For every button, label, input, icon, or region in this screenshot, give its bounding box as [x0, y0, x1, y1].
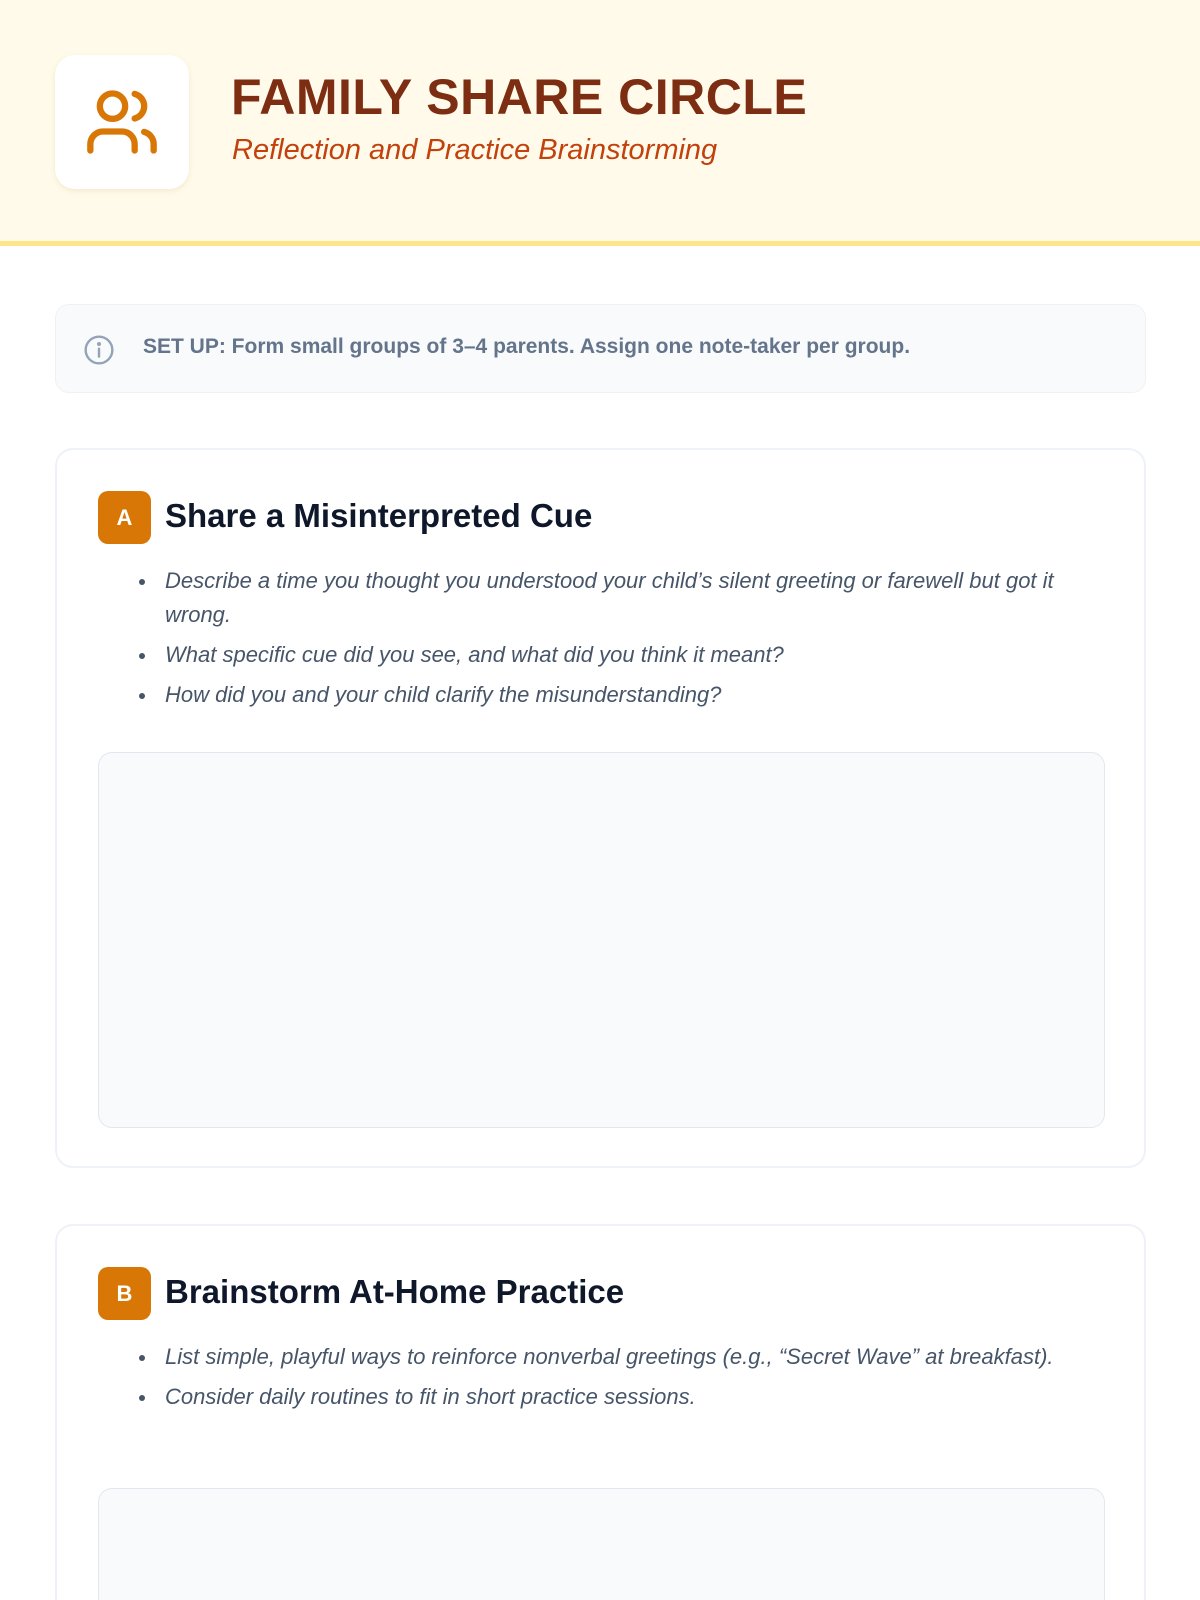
prompt-item: Consider daily routines to fit in short practice sessions. — [165, 1380, 1105, 1414]
prompt-item: Describe a time you thought you understood your child’s silent greeting or farewell but got it wrong. — [165, 564, 1105, 632]
users-icon — [84, 84, 160, 160]
section-badge-b: B — [98, 1267, 151, 1320]
page-title: FAMILY SHARE CIRCLE — [231, 69, 808, 125]
section-title-b: Brainstorm At-Home Practice — [165, 1273, 625, 1310]
prompt-list-a — [165, 564, 1105, 718]
setup-notice — [55, 304, 1146, 393]
section-title-a: Share a Misinterpreted Cue — [165, 497, 593, 534]
prompt-item: List simple, playful ways to reinforce nonverbal greetings (e.g., “Secret Wave” at breakfast). — [165, 1340, 1105, 1374]
info-circle-icon — [83, 334, 115, 366]
section-card-b — [55, 1224, 1146, 1600]
logo-tile — [55, 55, 189, 189]
section-card-a — [55, 448, 1146, 1168]
answer-area-b[interactable] — [98, 1488, 1105, 1600]
setup-notice-text: SET UP: Form small groups of 3–4 parents. Assign one note-taker per group. — [143, 335, 911, 358]
page-subtitle: Reflection and Practice Brainstorming — [232, 134, 718, 166]
answer-area-a[interactable] — [98, 752, 1105, 1128]
section-badge-a: A — [98, 491, 151, 544]
prompt-item: How did you and your child clarify the misunderstanding? — [165, 678, 1105, 712]
prompt-item: What specific cue did you see, and what did you think it meant? — [165, 638, 1105, 672]
page-header — [0, 0, 1200, 246]
prompt-list-b — [165, 1340, 1105, 1420]
